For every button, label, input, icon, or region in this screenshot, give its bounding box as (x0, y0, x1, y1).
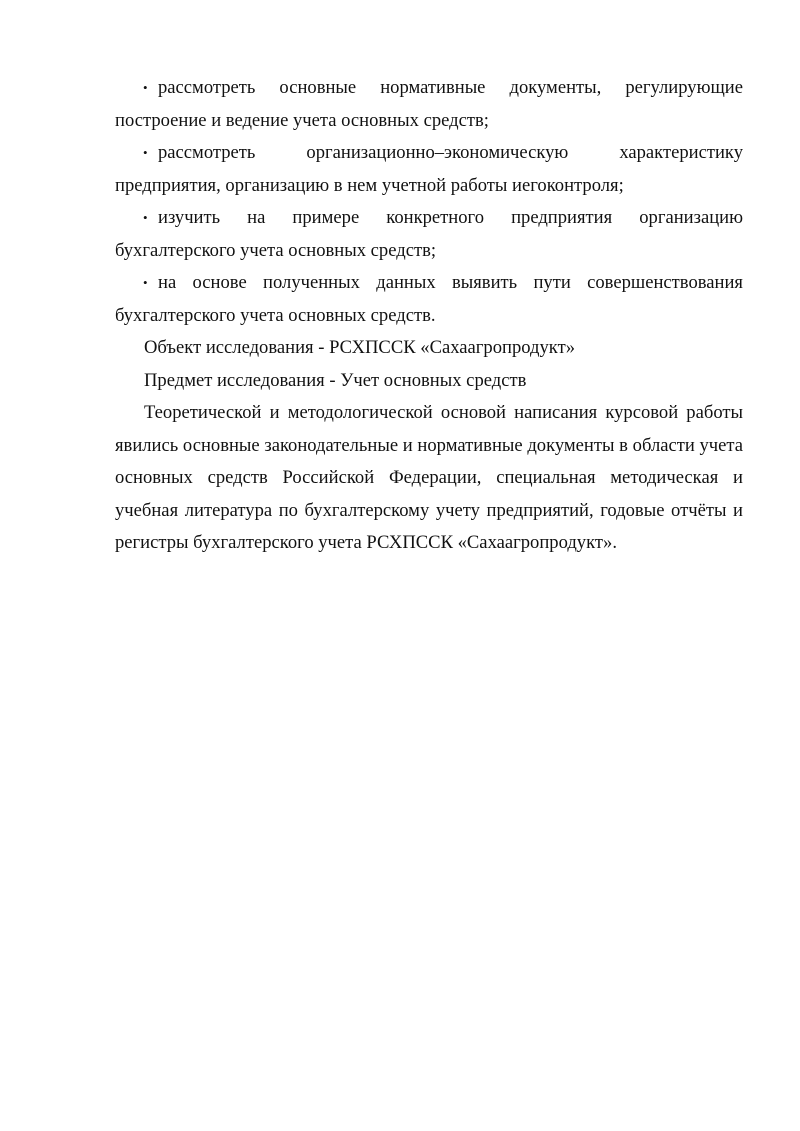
research-object-line: Объект исследования - РСХПССК «Сахаагропродукт» (144, 337, 575, 358)
bullet-text-2: рассмотреть организационно–экономическую характеристику предприятия, организацию в нем учетной работы иегоконтроля; (115, 142, 743, 196)
bullet-icon: • (143, 275, 148, 290)
bullet-item-4 (115, 267, 743, 332)
research-subject-line: Предмет исследования - Учет основных средств (144, 369, 527, 391)
methodological-basis-paragraph: Теоретической и методологической основой написания курсовой работы явились основные законодательные и нормативные документы в области учета основных средств Российской Федерации, специальная методическая и учебная литература по бухгалтерскому учету предприятий, годовые отчёты и регистры бухгалтерского учета РСХПССК «Сахаагропродукт». (115, 402, 743, 553)
page-content (115, 72, 743, 560)
bullet-text-4: на основе полученных данных выявить пути совершенствования бухгалтерского учета основных средств. (115, 272, 743, 326)
bullet-icon: • (143, 145, 148, 160)
bullet-item-3 (115, 202, 743, 267)
bullet-icon: • (143, 210, 148, 225)
bullet-icon: • (143, 80, 148, 95)
bullet-text-3: изучить на примере конкретного предприятия организацию бухгалтерского учета основных средств; (115, 207, 743, 261)
bullet-item-2 (115, 137, 743, 202)
bullet-item-1 (115, 72, 743, 137)
bullet-text-1: рассмотреть основные нормативные документы, регулирующие построение и ведение учета основных средств; (115, 77, 743, 131)
